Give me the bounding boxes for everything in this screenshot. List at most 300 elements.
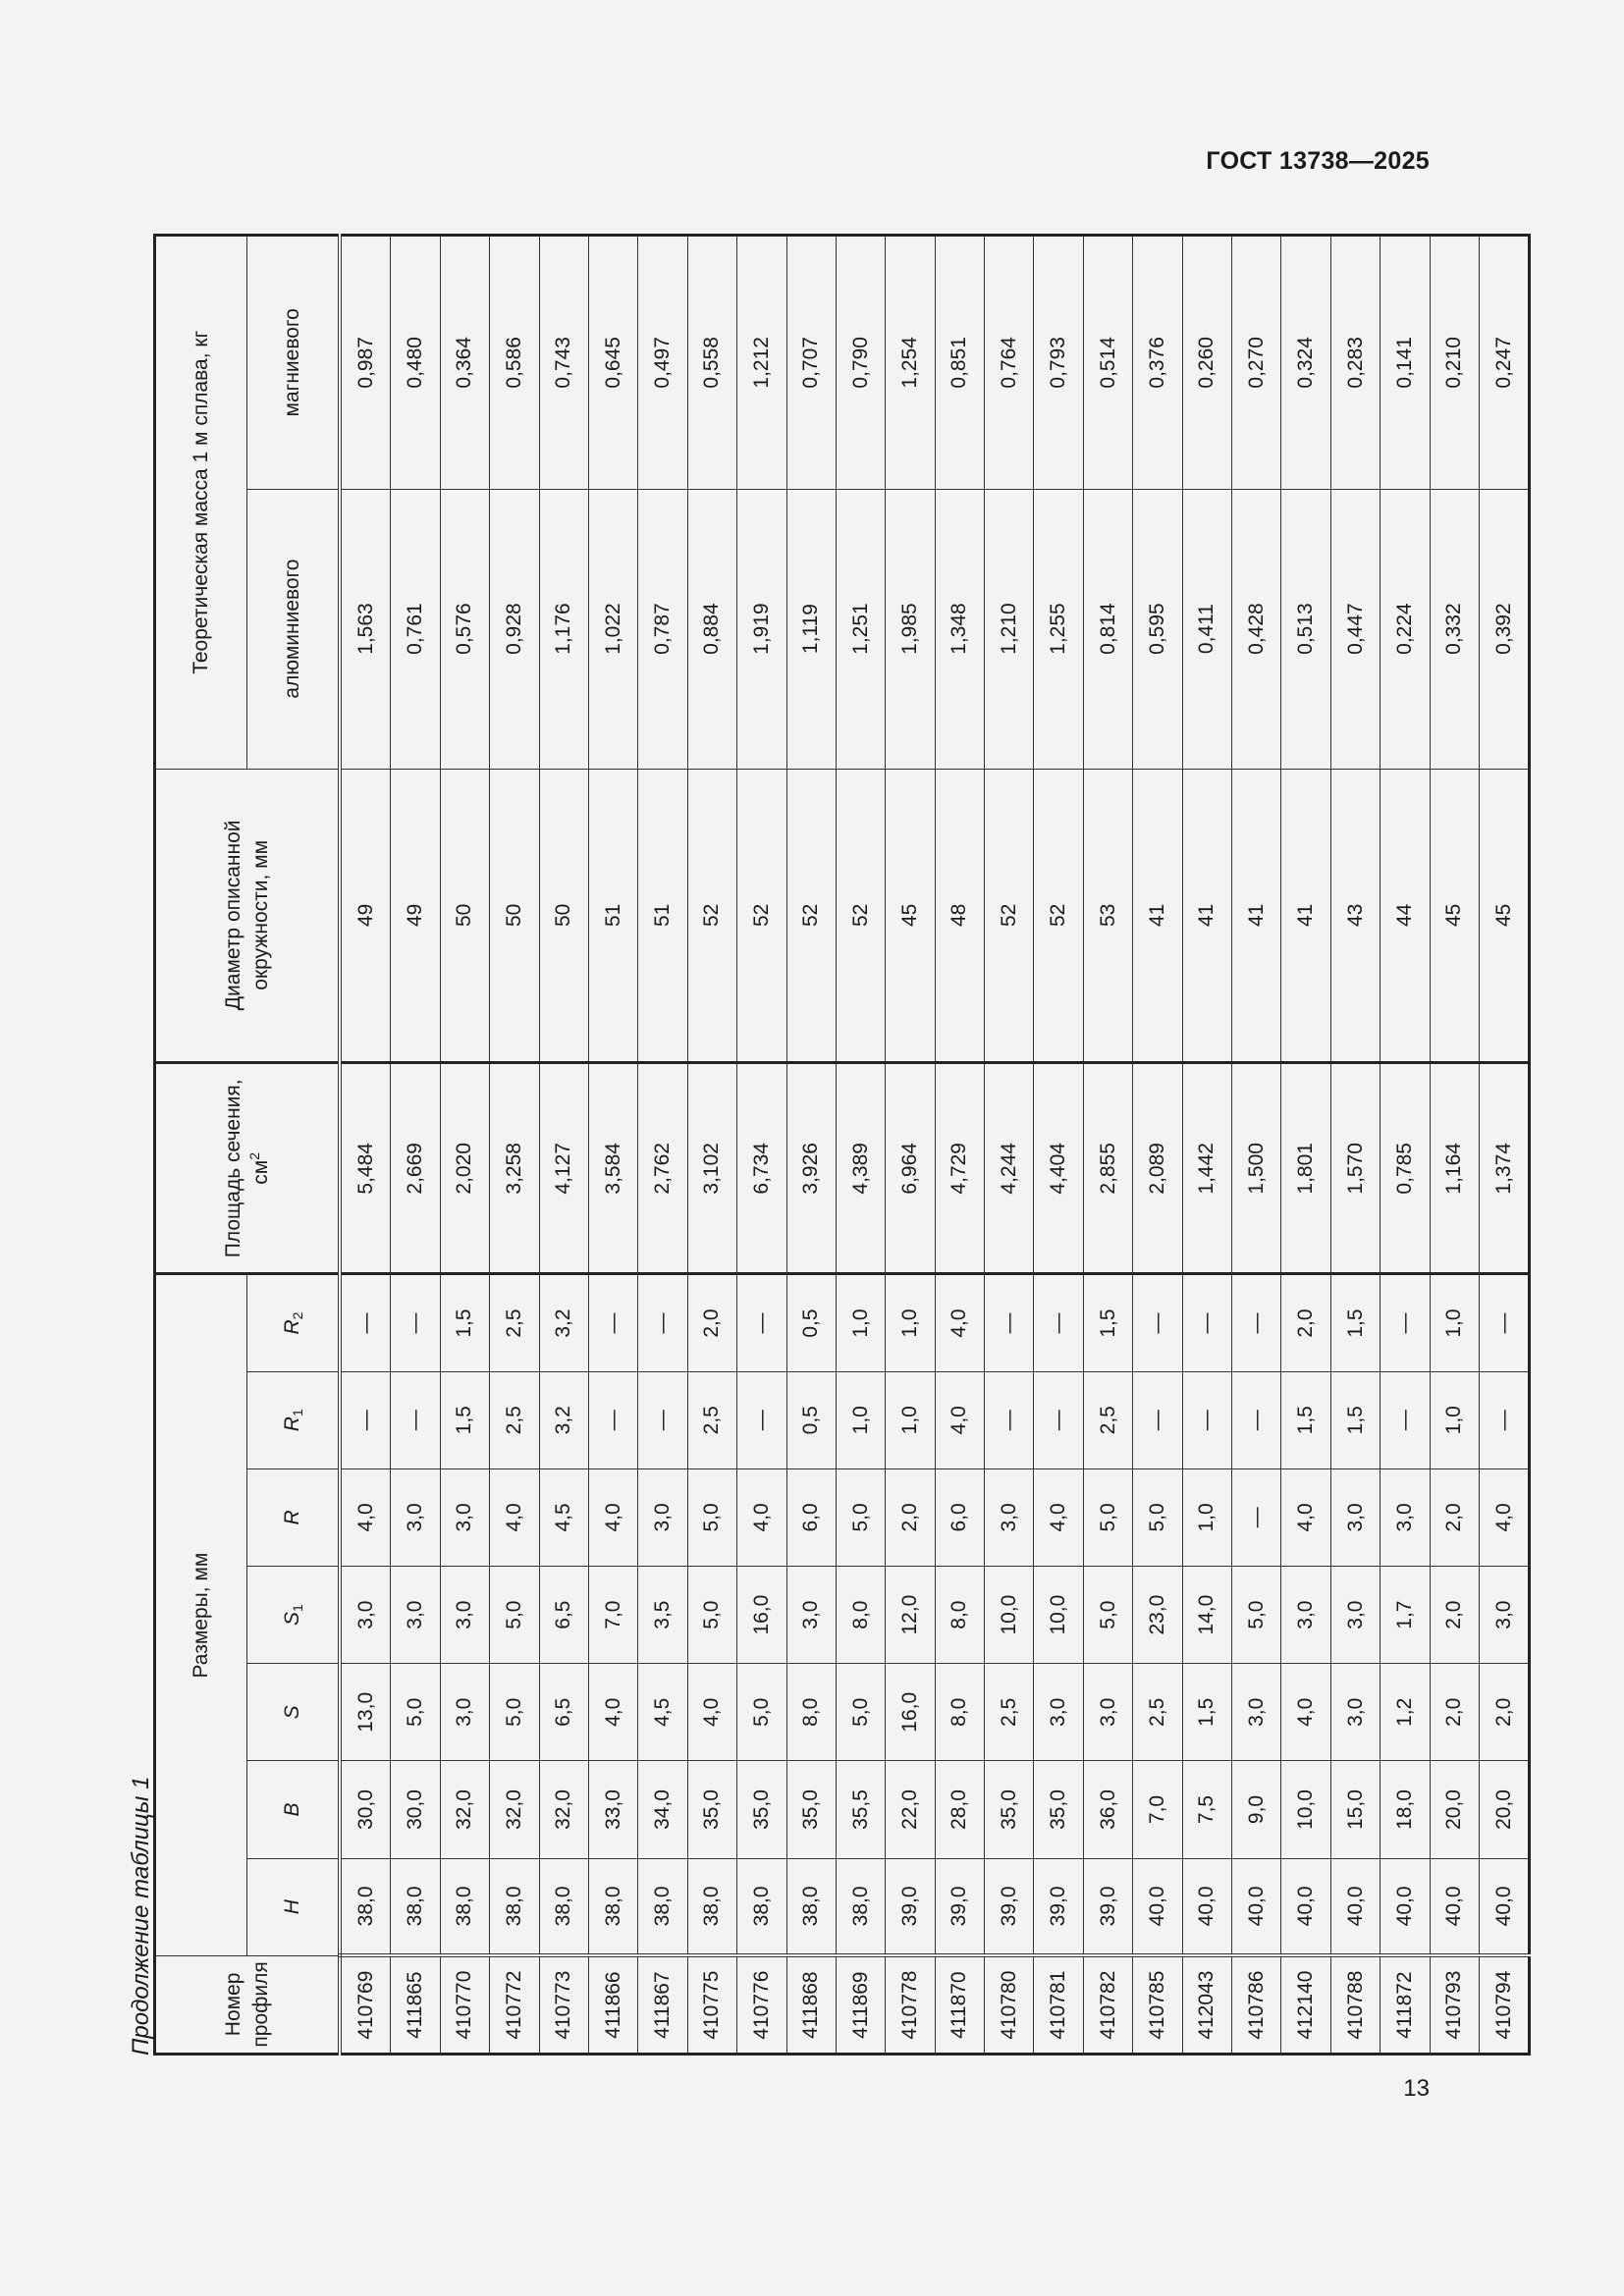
table-cell: 0,764: [985, 236, 1034, 490]
table-row: [1034, 236, 1083, 2055]
header-R1-sub: 1: [290, 1409, 305, 1417]
table-cell: 6,5: [539, 1567, 588, 1664]
table-cell: 16,0: [886, 1664, 935, 1761]
table-cell: 38,0: [836, 1858, 885, 1955]
table-cell: 2,5: [490, 1371, 539, 1468]
table-cell: 1,801: [1281, 1063, 1330, 1274]
table-row: [1182, 236, 1231, 2055]
table-body: [340, 236, 1530, 2055]
table-row: [985, 236, 1034, 2055]
table-cell: 38,0: [490, 1858, 539, 1955]
table-cell: 0,884: [687, 489, 736, 769]
table-cell: —: [737, 1274, 786, 1371]
table-row: [1232, 236, 1281, 2055]
table-cell: 0,790: [836, 236, 885, 490]
table-cell: 2,0: [1430, 1664, 1479, 1761]
table-row: [1133, 236, 1182, 2055]
table-cell: 39,0: [1034, 1858, 1083, 1955]
table-cell: 51: [588, 769, 637, 1063]
table-cell: 13,0: [340, 1664, 391, 1761]
table-cell: 35,0: [985, 1761, 1034, 1858]
table-cell: 4,729: [935, 1063, 984, 1274]
table-cell: 32,0: [539, 1761, 588, 1858]
table-cell: 20,0: [1430, 1761, 1479, 1858]
table-cell: 3,0: [1330, 1468, 1380, 1566]
header-R2-text: R: [281, 1319, 303, 1335]
table-cell: 410782: [1083, 1955, 1132, 2054]
table-cell: 40,0: [1479, 1858, 1529, 1955]
table-cell: 6,0: [935, 1468, 984, 1566]
table-cell: 0,851: [935, 236, 984, 490]
header-R1: [247, 1371, 341, 1468]
table-cell: —: [340, 1274, 391, 1371]
table-cell: 1,176: [539, 489, 588, 769]
table-cell: 35,0: [687, 1761, 736, 1858]
table-cell: 34,0: [638, 1761, 687, 1858]
rotated-table-region: [112, 234, 1515, 2056]
table-cell: 0,270: [1232, 236, 1281, 490]
table-row: [886, 236, 935, 2055]
table-cell: 1,5: [1330, 1274, 1380, 1371]
table-cell: 410794: [1479, 1955, 1529, 2054]
table-cell: 410785: [1133, 1955, 1182, 2054]
table-cell: 5,0: [737, 1664, 786, 1761]
table-cell: 5,0: [836, 1664, 885, 1761]
table-cell: —: [1232, 1468, 1281, 1566]
table-cell: 5,0: [1232, 1567, 1281, 1664]
table-cell: 3,0: [391, 1567, 440, 1664]
table-cell: 0,513: [1281, 489, 1330, 769]
table-cell: 0,785: [1380, 1063, 1430, 1274]
table-cell: 3,0: [1034, 1664, 1083, 1761]
table-cell: 2,762: [638, 1063, 687, 1274]
table-cell: —: [1133, 1371, 1182, 1468]
table-cell: 0,497: [638, 236, 687, 490]
table-cell: 15,0: [1330, 1761, 1380, 1858]
table-cell: 41: [1232, 769, 1281, 1063]
table-cell: 0,514: [1083, 236, 1132, 490]
table-cell: 0,761: [391, 489, 440, 769]
header-area-text: Площадь сечения, см: [221, 1079, 272, 1258]
table-cell: 52: [687, 769, 736, 1063]
table-cell: 2,5: [985, 1664, 1034, 1761]
table-cell: 35,0: [786, 1761, 836, 1858]
table-cell: 1,5: [1281, 1371, 1330, 1468]
table-cell: 0,332: [1430, 489, 1479, 769]
table-cell: 0,224: [1380, 489, 1430, 769]
table-cell: 4,5: [638, 1664, 687, 1761]
table-cell: 39,0: [886, 1858, 935, 1955]
table-cell: 1,442: [1182, 1063, 1231, 1274]
table-cell: 50: [440, 769, 489, 1063]
table-cell: 411866: [588, 1955, 637, 2054]
table-cell: 0,428: [1232, 489, 1281, 769]
table-cell: 38,0: [786, 1858, 836, 1955]
header-dimensions: Размеры, мм: [155, 1274, 247, 1955]
table-cell: 2,0: [687, 1274, 736, 1371]
table-cell: 3,2: [539, 1274, 588, 1371]
table-cell: 4,0: [588, 1468, 637, 1566]
table-cell: 38,0: [687, 1858, 736, 1955]
table-cell: 0,210: [1430, 236, 1479, 490]
table-cell: —: [985, 1274, 1034, 1371]
table-cell: 0,376: [1133, 236, 1182, 490]
table-cell: 20,0: [1479, 1761, 1529, 1858]
header-S: [247, 1664, 341, 1761]
table-cell: 35,5: [836, 1761, 885, 1858]
table-cell: 12,0: [886, 1567, 935, 1664]
header-area-sup: 2: [245, 1151, 262, 1160]
table-cell: 3,0: [638, 1468, 687, 1566]
table-cell: 39,0: [1083, 1858, 1132, 1955]
table-cell: 4,0: [1479, 1468, 1529, 1566]
table-cell: 41: [1182, 769, 1231, 1063]
table-cell: 0,743: [539, 236, 588, 490]
table-cell: 0,260: [1182, 236, 1231, 490]
header-H-text: H: [281, 1899, 303, 1915]
table-cell: 412140: [1281, 1955, 1330, 2054]
table-cell: 411868: [786, 1955, 836, 2054]
table-cell: 41: [1281, 769, 1330, 1063]
table-cell: 2,5: [1133, 1664, 1182, 1761]
table-cell: 2,0: [1479, 1664, 1529, 1761]
table-cell: 4,0: [687, 1664, 736, 1761]
table-cell: 5,0: [1083, 1468, 1132, 1566]
table-cell: 18,0: [1380, 1761, 1430, 1858]
table-cell: 36,0: [1083, 1761, 1132, 1858]
header-S1-text: S: [281, 1612, 303, 1627]
table-cell: 16,0: [737, 1567, 786, 1664]
table-cell: 9,0: [1232, 1761, 1281, 1858]
table-cell: 410793: [1430, 1955, 1479, 2054]
header-B: [247, 1761, 341, 1858]
table-cell: 1,985: [886, 489, 935, 769]
table-cell: 8,0: [786, 1664, 836, 1761]
table-cell: 5,0: [1133, 1468, 1182, 1566]
table-cell: —: [638, 1274, 687, 1371]
table-cell: 38,0: [440, 1858, 489, 1955]
table-cell: 412043: [1182, 1955, 1231, 2054]
table-cell: 7,0: [1133, 1761, 1182, 1858]
table-cell: 1,164: [1430, 1063, 1479, 1274]
table-row: [1083, 236, 1132, 2055]
table-cell: —: [391, 1274, 440, 1371]
table-cell: —: [391, 1371, 440, 1468]
table-cell: 5,0: [1083, 1567, 1132, 1664]
table-cell: 2,0: [1430, 1468, 1479, 1566]
table-cell: 410772: [490, 1955, 539, 2054]
table-cell: 50: [539, 769, 588, 1063]
table-cell: 4,0: [935, 1274, 984, 1371]
table-cell: 2,855: [1083, 1063, 1132, 1274]
table-row: [836, 236, 885, 2055]
table-cell: 4,0: [340, 1468, 391, 1566]
table-cell: 38,0: [588, 1858, 637, 1955]
table-cell: 44: [1380, 769, 1430, 1063]
table-cell: 0,558: [687, 236, 736, 490]
table-cell: 1,0: [886, 1371, 935, 1468]
table-cell: 1,0: [1430, 1274, 1479, 1371]
page-number: 13: [1403, 2075, 1430, 2102]
table-cell: 410775: [687, 1955, 736, 2054]
table-cell: 1,570: [1330, 1063, 1380, 1274]
table-cell: 3,0: [1232, 1664, 1281, 1761]
table-cell: 410786: [1232, 1955, 1281, 2054]
table-cell: 3,0: [440, 1567, 489, 1664]
table-cell: 23,0: [1133, 1567, 1182, 1664]
table-cell: 0,447: [1330, 489, 1380, 769]
table-cell: 4,0: [935, 1371, 984, 1468]
table-cell: —: [1380, 1371, 1430, 1468]
header-R: [247, 1468, 341, 1566]
table-cell: —: [1479, 1371, 1529, 1468]
table-cell: —: [588, 1371, 637, 1468]
table-row: [935, 236, 984, 2055]
header-profile-no: Номер профиля: [155, 1955, 341, 2054]
table-cell: 2,0: [1430, 1567, 1479, 1664]
table-cell: 0,595: [1133, 489, 1182, 769]
table-cell: 4,244: [985, 1063, 1034, 1274]
table-cell: 33,0: [588, 1761, 637, 1858]
table-cell: 410770: [440, 1955, 489, 2054]
header-aluminum: алюминиевого: [247, 489, 341, 769]
table-cell: 52: [1034, 769, 1083, 1063]
table-cell: 1,0: [1430, 1371, 1479, 1468]
table-cell: 5,0: [836, 1468, 885, 1566]
table-cell: —: [340, 1371, 391, 1468]
table-cell: 52: [985, 769, 1034, 1063]
table-cell: 0,814: [1083, 489, 1132, 769]
table-cell: —: [1034, 1371, 1083, 1468]
table-cell: 50: [490, 769, 539, 1063]
table-cell: 1,5: [1182, 1664, 1231, 1761]
table-cell: —: [1232, 1371, 1281, 1468]
table-cell: 1,0: [836, 1371, 885, 1468]
table-cell: 410769: [340, 1955, 391, 2054]
table-cell: 35,0: [737, 1761, 786, 1858]
table-cell: 39,0: [935, 1858, 984, 1955]
table-cell: 8,0: [935, 1664, 984, 1761]
table-cell: 2,5: [1083, 1371, 1132, 1468]
table-cell: 410773: [539, 1955, 588, 2054]
table-cell: 4,404: [1034, 1063, 1083, 1274]
table-cell: 0,928: [490, 489, 539, 769]
table-cell: —: [1034, 1274, 1083, 1371]
table-cell: 45: [1430, 769, 1479, 1063]
table-cell: 10,0: [1281, 1761, 1330, 1858]
header-row-top: [155, 236, 247, 2055]
table-cell: 4,0: [737, 1468, 786, 1566]
table-cell: 38,0: [638, 1858, 687, 1955]
table-cell: 40,0: [1330, 1858, 1380, 1955]
table-cell: 6,0: [786, 1468, 836, 1566]
table-cell: 39,0: [985, 1858, 1034, 1955]
table-row: [391, 236, 440, 2055]
table-cell: —: [1133, 1274, 1182, 1371]
table-row: [1380, 236, 1430, 2055]
table-cell: 5,0: [687, 1567, 736, 1664]
table-cell: 0,364: [440, 236, 489, 490]
table-cell: 40,0: [1182, 1858, 1231, 1955]
table-cell: 45: [886, 769, 935, 1063]
table-cell: 1,7: [1380, 1567, 1430, 1664]
table-cell: 7,0: [588, 1567, 637, 1664]
table-cell: 2,0: [1281, 1274, 1330, 1371]
table-cell: 0,787: [638, 489, 687, 769]
table-cell: 4,0: [1281, 1664, 1330, 1761]
table-cell: 0,5: [786, 1371, 836, 1468]
table-cell: 6,964: [886, 1063, 935, 1274]
table-cell: 5,484: [340, 1063, 391, 1274]
table-cell: 3,5: [638, 1567, 687, 1664]
table-cell: 1,255: [1034, 489, 1083, 769]
table-cell: 3,0: [1479, 1567, 1529, 1664]
header-R1-text: R: [281, 1416, 303, 1432]
table-cell: 0,247: [1479, 236, 1529, 490]
table-cell: 8,0: [935, 1567, 984, 1664]
table-cell: 2,5: [687, 1371, 736, 1468]
table-row: [786, 236, 836, 2055]
table-cell: 53: [1083, 769, 1132, 1063]
table-cell: 38,0: [391, 1858, 440, 1955]
table-cell: 1,0: [886, 1274, 935, 1371]
table-cell: 2,020: [440, 1063, 489, 1274]
table-cell: 0,411: [1182, 489, 1231, 769]
table-cell: 32,0: [490, 1761, 539, 1858]
table-cell: 0,987: [340, 236, 391, 490]
table-cell: 3,0: [340, 1567, 391, 1664]
table-cell: 410776: [737, 1955, 786, 2054]
table-cell: 40,0: [1133, 1858, 1182, 1955]
table-cell: 1,919: [737, 489, 786, 769]
table-cell: 3,2: [539, 1371, 588, 1468]
table-cell: 1,5: [440, 1274, 489, 1371]
table-row: [539, 236, 588, 2055]
table-cell: 6,5: [539, 1664, 588, 1761]
table-cell: 1,0: [1182, 1468, 1231, 1566]
table-cell: 3,0: [1281, 1567, 1330, 1664]
table-cell: 10,0: [1034, 1567, 1083, 1664]
header-magnesium: магниевого: [247, 236, 341, 490]
table-cell: 0,793: [1034, 236, 1083, 490]
table-cell: 32,0: [440, 1761, 489, 1858]
table-row: [638, 236, 687, 2055]
table-cell: 7,5: [1182, 1761, 1231, 1858]
table-cell: 49: [391, 769, 440, 1063]
table-cell: 51: [638, 769, 687, 1063]
header-area: [155, 1063, 341, 1274]
header-diameter: Диаметр описанной окружности, мм: [155, 769, 341, 1063]
table-cell: 410780: [985, 1955, 1034, 2054]
table-cell: 3,0: [1380, 1468, 1430, 1566]
table-cell: 4,0: [1281, 1468, 1330, 1566]
table-cell: 3,0: [1083, 1664, 1132, 1761]
table-cell: 1,5: [1083, 1274, 1132, 1371]
table-cell: 52: [786, 769, 836, 1063]
table-cell: 1,500: [1232, 1063, 1281, 1274]
table-cell: 3,584: [588, 1063, 637, 1274]
table-cell: 49: [340, 769, 391, 1063]
table-cell: —: [1380, 1274, 1430, 1371]
table-cell: 1,254: [886, 236, 935, 490]
table-cell: 411870: [935, 1955, 984, 2054]
table-cell: —: [1479, 1274, 1529, 1371]
table-cell: 48: [935, 769, 984, 1063]
table-cell: 10,0: [985, 1567, 1034, 1664]
table-cell: 2,669: [391, 1063, 440, 1274]
table-cell: 4,0: [588, 1664, 637, 1761]
table-cell: 3,0: [786, 1567, 836, 1664]
table-cell: 2,089: [1133, 1063, 1182, 1274]
table-cell: 30,0: [340, 1761, 391, 1858]
table-cell: 2,0: [886, 1468, 935, 1566]
table-cell: 1,119: [786, 489, 836, 769]
table-cell: 52: [836, 769, 885, 1063]
table-cell: —: [1232, 1274, 1281, 1371]
table-row: [1479, 236, 1529, 2055]
document-id: ГОСТ 13738—2025: [1206, 147, 1430, 175]
table-cell: 0,392: [1479, 489, 1529, 769]
table-cell: —: [1182, 1274, 1231, 1371]
table-cell: 411869: [836, 1955, 885, 2054]
header-mass: Теоретическая масса 1 м сплава, кг: [155, 236, 247, 770]
table-row: [340, 236, 391, 2055]
table-cell: 1,374: [1479, 1063, 1529, 1274]
header-S-text: S: [281, 1705, 303, 1720]
table-row: [440, 236, 489, 2055]
table-cell: 40,0: [1430, 1858, 1479, 1955]
table-row: [687, 236, 736, 2055]
header-R-text: R: [281, 1510, 303, 1525]
table-cell: 28,0: [935, 1761, 984, 1858]
table-cell: 0,283: [1330, 236, 1380, 490]
table-cell: 3,102: [687, 1063, 736, 1274]
table-cell: 4,0: [1034, 1468, 1083, 1566]
table-cell: 1,5: [440, 1371, 489, 1468]
table-cell: 45: [1479, 769, 1529, 1063]
table-cell: 1,563: [340, 489, 391, 769]
table-row: [737, 236, 786, 2055]
table-cell: 52: [737, 769, 786, 1063]
header-S1-sub: 1: [290, 1604, 305, 1612]
table-cell: —: [737, 1371, 786, 1468]
table-cell: 1,5: [1330, 1371, 1380, 1468]
header-R2-sub: 2: [290, 1311, 305, 1320]
table-cell: —: [1182, 1371, 1231, 1468]
table-row: [1330, 236, 1380, 2055]
table-cell: 1,251: [836, 489, 885, 769]
table-cell: 3,0: [440, 1664, 489, 1761]
table-cell: 410778: [886, 1955, 935, 2054]
table-cell: 6,734: [737, 1063, 786, 1274]
table-caption: Продолжение таблицы 1: [128, 1776, 154, 2056]
profiles-table: [153, 234, 1531, 2056]
table-cell: 14,0: [1182, 1567, 1231, 1664]
table-cell: 0,141: [1380, 236, 1430, 490]
table-cell: 5,0: [391, 1664, 440, 1761]
header-R2: [247, 1274, 341, 1371]
table-cell: 30,0: [391, 1761, 440, 1858]
table-cell: 1,0: [836, 1274, 885, 1371]
table-cell: 411867: [638, 1955, 687, 2054]
table-cell: 22,0: [886, 1761, 935, 1858]
table-cell: 43: [1330, 769, 1380, 1063]
table-cell: 4,0: [490, 1468, 539, 1566]
table-row: [1281, 236, 1330, 2055]
table-cell: 3,0: [1330, 1567, 1380, 1664]
table-cell: 3,0: [985, 1468, 1034, 1566]
table-cell: 411865: [391, 1955, 440, 2054]
